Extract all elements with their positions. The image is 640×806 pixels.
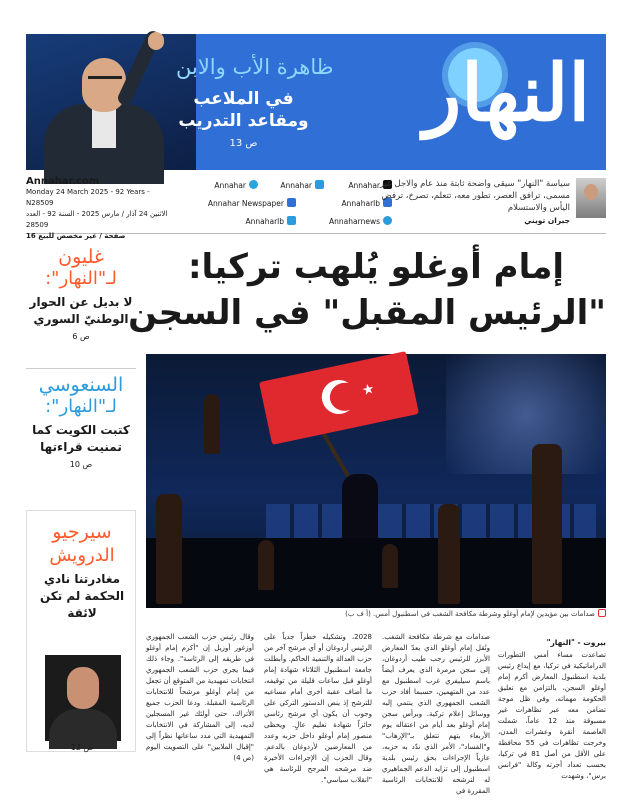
- logo-wordmark: النهار: [423, 48, 590, 139]
- raised-hand-icon: [204, 394, 220, 454]
- sidebar-page: ص 10: [69, 460, 93, 469]
- turkish-flag: [259, 351, 419, 445]
- sidebar-story-ghalioun[interactable]: [26, 246, 136, 341]
- raised-hand-icon: [156, 494, 182, 604]
- sidebar-story-sanousi[interactable]: [26, 374, 136, 469]
- coach-hand: [148, 32, 164, 50]
- sidebar-name: غليون: [58, 246, 104, 268]
- article-column-3: 2028، وتشكيله خطراً جدياً على الرئيس أردوغان أو أي مرشح آخر من حزب العدالة والتنمية الحاكم. وأبطلت جامعة اسطنبول الثلاثاء شهادة إمام أوغلو قبل ساعات قليلة من توقيفه، ما أضاف عقبة أخرى أمام مساعيه للترشح إذ ينص الدستور التركي على وجوب أن يكون أي مرشح رئاسي حائزاً شهادة تعليم عالٍ. ويحظى منصور إمام أوغلو داخل حزبه وعدد من المعارضين لأردوغان بالدعم. وقال الحزب إن الإجراءات الأخيرة ضد مرشحه المرجح للرئاسة هي "انقلاب سياسي".: [264, 633, 372, 784]
- date-box: [26, 176, 176, 240]
- social-label: Annahar: [214, 181, 246, 190]
- sidebar-story-text: [27, 521, 137, 622]
- sidebar-name-suffix: لـ"النهار":: [45, 268, 117, 289]
- date-arabic: الاثنين 24 آذار / مارس 2025 - السنة 92 - العدد 28509: [26, 210, 168, 229]
- camera-icon: [598, 609, 606, 617]
- sidebar-headline: كتبت الكويت كما تمنيت قراءتها: [32, 423, 130, 454]
- social-instagram[interactable]: [245, 216, 296, 226]
- raised-hand-icon: [382, 544, 398, 588]
- info-bar: [26, 176, 606, 240]
- sidebar-story-darwish[interactable]: [26, 510, 136, 752]
- founder-quote: [366, 176, 606, 234]
- newspaper-logo[interactable]: [346, 38, 596, 166]
- social-telegram[interactable]: [214, 180, 258, 190]
- coach-glasses: [88, 76, 122, 84]
- coach-shirt: [92, 108, 116, 148]
- social-label: Annahar: [348, 181, 380, 190]
- sidebar-name: السنعوسي: [38, 374, 124, 396]
- teaser-title: ظاهرة الأب والابن: [176, 55, 334, 79]
- main-headline[interactable]: [128, 244, 606, 336]
- social-links: [202, 178, 392, 232]
- teaser-page: ص 13: [229, 138, 258, 149]
- player-photo: [45, 655, 121, 741]
- social-youtube[interactable]: [208, 198, 296, 208]
- sports-teaser[interactable]: [176, 54, 334, 149]
- social-label: Annahar Newspaper: [207, 199, 284, 208]
- telegram-icon: [249, 180, 258, 189]
- raised-hand-icon: [532, 444, 562, 604]
- player-face: [67, 667, 99, 709]
- tiktok-icon: [315, 180, 324, 189]
- sidebar: [26, 244, 136, 750]
- sidebar-headline: لا بديل عن الحوار الوطنيّ السوري: [29, 295, 133, 326]
- main-photo[interactable]: [146, 354, 606, 608]
- article-column-1: تصاعدت مساء أمس التطورات الدراماتيكية في تركيا، مع إيداع رئيس بلدية اسطنبول المعارض أكرم إمام أوغلو السجن، بالتزامن مع تعليق الحكومة مهماته، وفي ظل موجة تضامن معه عبر تظاهرات غير مسبوقة منذ 12 عاماً، شملت العاصمة أنقرة وعشرات المدن، وخرجت تظاهرات في 55 محافظة على الأقل من أصل 81 في تركيا، بحسب تعداد أجرته وكالة "فرانس برس"، وشهدت: [498, 651, 606, 780]
- social-tiktok[interactable]: [280, 180, 324, 190]
- photo-caption: [146, 609, 606, 623]
- sidebar-page-wrap: [27, 739, 137, 752]
- sidebar-headline: مغادرتنا نادي الحكمة لم تكن لائقة: [39, 572, 125, 620]
- youtube-icon: [287, 198, 296, 207]
- coach-photo[interactable]: [26, 34, 196, 170]
- raised-hand-icon: [438, 504, 460, 604]
- social-label: Annahar: [280, 181, 312, 190]
- site-link[interactable]: Annahar.com: [26, 176, 100, 187]
- coach-head: [82, 58, 126, 112]
- flag-star-icon: ★: [360, 380, 377, 400]
- founder-avatar: [576, 178, 606, 218]
- headline-line-2: "الرئيس المقبل" في السجن: [128, 293, 606, 333]
- social-label: Annaharlb: [245, 217, 284, 226]
- social-label: Annaharnews: [329, 217, 380, 226]
- article-column-4: وقال رئيس حزب الشعب الجمهوري أوزغور أوزيل إن "أكرم إمام أوغلو في طريقه إلى الرئاسة". وجاء ذلك فيما يجري حزب الشعب الجمهوري انتخابات تمهيدية من المتوقع أن تجعل من إمام أوغلو مرشحاً للانتخابات الرئاسية المقبلة. ودعا الحزب جميع الأتراك، حتى أولئك غير المسجلين لديه، إلى المشاركة في الانتخابات التمهيدية التي مدد ساعاتها نظراً إلى "إقبال الملايين" على التصويت اليوم (ص 4): [146, 633, 254, 762]
- founder-name: جبران تويني: [524, 216, 570, 225]
- photo-caption-text: صدامات بين مؤيدين لإمام أوغلو وشرطة مكافحة الشغب في اسطنبول أمس. (أ ف ب): [345, 610, 595, 618]
- sidebar-name-suffix: الدرويش: [49, 545, 115, 566]
- teaser-subtitle: في الملاعب ومقاعد التدريب: [178, 89, 309, 131]
- sidebar-name-suffix: لـ"النهار":: [45, 396, 117, 417]
- sidebar-page: ص 6: [72, 332, 90, 341]
- raised-hand-icon: [258, 540, 274, 590]
- sidebar-page: ص 12: [70, 743, 94, 752]
- founder-quote-text: سياسة "النهار" سيقى واضحة ثابتة منذ عام والاجل غير مسمى، ترافق العصر، تطور معه، تتعلم، تصرخ، ترفض اليأس والاستسلام: [380, 179, 570, 213]
- article-byline: بيروت - "النهار": [546, 638, 606, 647]
- instagram-icon: [287, 216, 296, 225]
- headline-line-1: إمام أوغلو يُلهب تركيا:: [187, 247, 565, 287]
- social-label: Annaharlb: [341, 199, 380, 208]
- sidebar-name: سيرجيو: [52, 521, 112, 543]
- article-column-2: صدامات مع شرطة مكافحة الشغب. ونُقل إمام أوغلو الذي يعدّ المعارض الأبرز للرئيس رجب طيب أردوغان، إلى سجن مرمرة الذي يعرف أيضاً باسم سيليفري غرب اسطنبول مع عدد من المتهمين، حسبما أفاد حزب الشعب الجمهوري الذي ينتمي إليه ووسائل إعلام تركية. وبرأس سجن إمام أوغلو بعد أيام من اعتقاله يوم الأربعاء بتهم تتعلق بـ"الإرهاب" و"الفساد"، الأمر الذي ندّد به حزبه، عازياً الإجراءات بحق رئيس بلدية اسطنبول إلى تزايد الدعم الجماهيري له لترشحه للانتخابات الرئاسية المقررة في: [382, 633, 490, 795]
- divider: [26, 368, 136, 369]
- masthead: [26, 34, 606, 170]
- date-english: Monday 24 March 2025 - 92 Years - N28509: [26, 188, 150, 207]
- light-glow: [446, 354, 606, 474]
- page-count: 16 صفحة / غير مخصص للبيع: [26, 232, 126, 240]
